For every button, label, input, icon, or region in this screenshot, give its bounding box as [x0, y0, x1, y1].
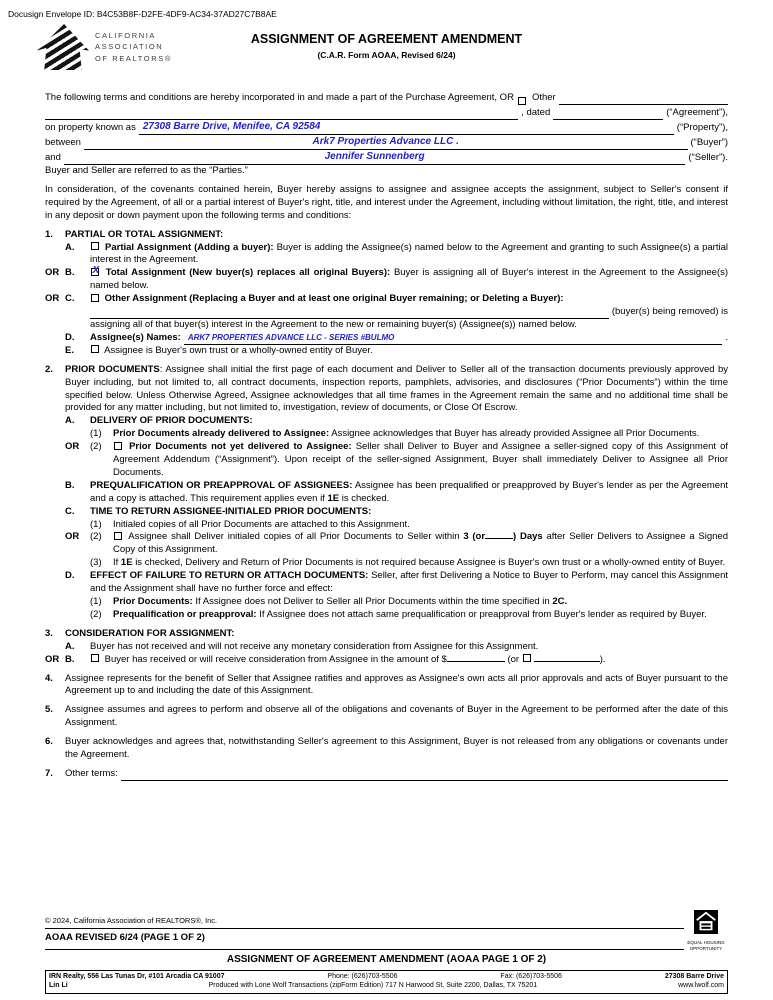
- form-header: [45, 26, 728, 84]
- buyer-label: (“Buyer”): [690, 137, 728, 149]
- section-2d1-number: (1): [90, 596, 102, 607]
- form-subtitle: (C.A.R. Form AOAA, Revised 6/24): [317, 50, 456, 60]
- section-3-heading: CONSIDERATION FOR ASSIGNMENT:: [65, 627, 235, 639]
- other-agreement-checkbox[interactable]: [518, 97, 526, 105]
- d2-text: If Assignee does not attach same prequalification or preapproval from Buyer's lender as required by Buyer.: [259, 608, 707, 620]
- d1-prior-docs-label: Prior Documents:: [113, 596, 193, 607]
- d2-prequal-label: Prequalification or preapproval:: [113, 608, 257, 620]
- intro-line-2: [45, 105, 728, 120]
- own-trust-text: Assignee is Buyer's own trust or a wholly-owned entity of Buyer.: [104, 344, 373, 356]
- consideration-paragraph: In consideration, of the covenants contained herein, Buyer hereby assigns to assignee and assignee accepts the assignment, subject to Seller's consent if required by the Agreement, of all or a partial interest of Buyer's right, title, and interest under the Agreement, including without limitation, the right, title, and interest in any deposit or down payment upon the following terms and conditions:: [45, 183, 728, 221]
- section-2c-heading: TIME TO RETURN ASSIGNEE-INITIALED PRIOR DOCUMENTS:: [90, 505, 372, 517]
- section-1-heading: PARTIAL OR TOTAL ASSIGNMENT:: [65, 228, 224, 240]
- section-2c3-number: (3): [90, 557, 102, 569]
- other-agreement-field[interactable]: [559, 90, 728, 105]
- intro-line-property: [45, 120, 728, 135]
- prior-docs-delivered-text: Assignee acknowledges that Buyer has already provided Assignee all Prior Documents.: [331, 428, 700, 440]
- amount-field[interactable]: [447, 654, 505, 662]
- car-logo-text: [95, 30, 172, 64]
- equal-housing-icon: [694, 910, 718, 934]
- prequalification-1e-ref: 1E: [327, 492, 340, 504]
- car-house-icon: [37, 24, 89, 70]
- section-1-title: [45, 229, 728, 242]
- failure-heading: EFFECT OF FAILURE TO RETURN OR ATTACH DOCUMENTS:: [90, 570, 369, 582]
- days-field[interactable]: [485, 531, 513, 539]
- section-4: [45, 673, 728, 699]
- property-value: 27308 Barre Drive, Menifee, CA 92584: [142, 121, 321, 133]
- deliver-initialed-text-2: after Seller Delivers to Assignee a Signed Copy of this Assignment.: [113, 531, 728, 556]
- checkbox-x-mark: X: [92, 264, 100, 276]
- buyer-value: Ark7 Properties Advance LLC .: [312, 136, 459, 148]
- deliver-initialed-copies-checkbox[interactable]: [114, 532, 122, 540]
- section-1b-letter: B.: [65, 267, 75, 279]
- section-2a1-number: (1): [90, 428, 102, 440]
- revision-line: AOAA REVISED 6/24 (PAGE 1 OF 2): [45, 932, 205, 944]
- footer-page-title: ASSIGNMENT OF AGREEMENT AMENDMENT (AOAA PAGE 1 OF 2): [45, 949, 728, 967]
- total-assignment-text: Buyer is assigning all of Buyer's interest in the Agreement to the Assignee(s) named below.: [90, 267, 729, 292]
- section-6-number: 6.: [45, 736, 53, 748]
- logo-line-1: CALIFORNIA: [95, 31, 157, 41]
- section-2-number: 2.: [45, 363, 53, 375]
- total-assignment-checkbox[interactable]: [91, 264, 100, 276]
- assignee-names-line: [90, 332, 728, 345]
- docusign-envelope-id: Docusign Envelope ID: B4C53B8F-D2FE-4DF9-AC34-37AD27C7B8AE: [8, 9, 277, 19]
- days-bold-2: ) Days: [513, 531, 543, 543]
- section-4-text: Assignee represents for the benefit of Seller that Assignee ratifies and approves as Assignee's own acts all prior approvals and acts of Buyer pursuant to the Agreement up to and including the date of this Assignment.: [65, 672, 728, 697]
- agreement-label: (“Agreement”),: [666, 107, 728, 119]
- d1-2c-ref: 2C.: [552, 596, 568, 607]
- page-title: ASSIGNMENT OF AGREEMENT AMENDMENT: [250, 32, 523, 46]
- partial-assignment-checkbox[interactable]: [91, 242, 99, 250]
- section-2c-title: [45, 506, 728, 519]
- section-1e-letter: E.: [65, 344, 74, 356]
- section-1c-or: OR: [45, 293, 60, 305]
- section-3-title: [45, 628, 728, 641]
- section-1e: [45, 345, 728, 358]
- section-1c-line2: [90, 306, 728, 319]
- other-terms-line: [65, 768, 728, 781]
- section-1a-letter: A.: [65, 241, 75, 253]
- property-prefix: on property known as: [45, 122, 136, 134]
- section-2c2-number: (2): [90, 531, 102, 543]
- and-label: and: [45, 152, 61, 164]
- section-2c1-number: (1): [90, 518, 102, 530]
- section-2-intro: [45, 364, 728, 416]
- other-terms-field[interactable]: [121, 768, 728, 781]
- section-1c-line3: assigning all of that buyer(s) interest in the Agreement to the new or remaining buyer(s) (Assignee(s)) named below.: [90, 318, 577, 330]
- prior-docs-not-delivered-text: Seller shall Deliver to Buyer and Assignee a seller-signed copy of this Assignment of Agreement Addendum (“Assignment”). Upon receipt of the seller-signed Assignment, Buyer shall immediately Deliver to Assignee all Prior Documents.: [113, 441, 729, 478]
- section-2a1: [45, 428, 728, 441]
- section-2d1: [45, 596, 728, 609]
- other-terms-label: Other terms:: [65, 767, 118, 779]
- section-1c-letter: C.: [65, 293, 75, 305]
- date-field[interactable]: [553, 105, 663, 120]
- prequalification-text-2: is checked.: [341, 492, 390, 504]
- consideration-text-2: (or: [507, 653, 520, 665]
- deliver-initialed-text-1: Assignee shall Deliver initialed copies of all Prior Documents to Seller within: [128, 531, 460, 543]
- prequalification-text-1: Assignee has been prequalified or preapproved by Buyer's lender as per the Agreement and a copy is attached. This requirement applies even if: [90, 479, 728, 504]
- equal-housing-label: EQUAL HOUSING OPPORTUNITY: [687, 940, 725, 951]
- section-3-number: 3.: [45, 627, 53, 639]
- partial-assignment-label: Partial Assignment (Adding a buyer):: [105, 241, 274, 253]
- or-amount-field[interactable]: [534, 654, 600, 662]
- section-2c2-or: OR: [65, 531, 80, 543]
- consideration-checkbox[interactable]: [91, 654, 99, 662]
- section-2b: [45, 480, 728, 506]
- section-3b-letter: B.: [65, 653, 75, 665]
- logo-line-3: OF REALTORS®: [95, 53, 172, 63]
- broker-office: IRN Realty, 556 Las Tunas Dr, #101 Arcadia CA 91007: [49, 972, 225, 980]
- section-2d-letter: D.: [65, 570, 75, 582]
- intro-line-seller: [45, 150, 728, 165]
- section-3a: [45, 641, 728, 654]
- no-consideration-text: Buyer has not received and will not receive any monetary consideration from Assignee for this Assignment.: [90, 640, 539, 652]
- section-2-heading: PRIOR DOCUMENTS: [65, 363, 160, 375]
- section-1d-letter: D.: [65, 331, 75, 343]
- section-2a2-or: OR: [65, 441, 80, 453]
- section-1c-line1: [90, 293, 728, 306]
- own-trust-checkbox[interactable]: [91, 345, 99, 353]
- prior-docs-delivered-label: Prior Documents already delivered to Assignee:: [113, 428, 330, 440]
- section-1c: [45, 293, 728, 332]
- section-1d: [45, 332, 728, 345]
- consideration-text-3: ).: [599, 653, 606, 665]
- property-field[interactable]: [139, 120, 674, 135]
- partial-assignment-text: Buyer is adding the Assignee(s) named below to the Agreement and granting to such Assignee(s) a partial interest in the Agreement.: [90, 241, 728, 266]
- assignee-names-field[interactable]: [184, 332, 723, 345]
- agent-name: Lin Li: [49, 982, 68, 990]
- assignee-names-period: .: [725, 331, 728, 343]
- section-2c-letter: C.: [65, 505, 75, 517]
- section-2c2: [45, 531, 728, 557]
- dated-label: , dated: [521, 107, 551, 119]
- produced-with: Produced with Lone Wolf Transactions (zipForm Edition) 717 N Harwood St, Suite 2200, Dallas, TX 75201: [208, 982, 538, 990]
- intro-line-buyer: [45, 135, 728, 150]
- section-3a-letter: A.: [65, 640, 75, 652]
- section-2c3: [45, 557, 728, 570]
- equal-housing-logo: [684, 910, 728, 951]
- page-footer: [45, 908, 728, 994]
- parties-line: Buyer and Seller are referred to as the “Parties.”: [45, 165, 248, 176]
- section-7-number: 7.: [45, 767, 53, 779]
- section-2a2-number: (2): [90, 441, 102, 453]
- broker-info-box: [45, 970, 728, 994]
- broker-phone: Phone: (626)703-5506: [327, 972, 398, 980]
- buyers-removed-label: (buyer(s) being removed) is: [611, 306, 728, 318]
- doc-reference: 27308 Barre Drive: [664, 972, 724, 980]
- section-4-number: 4.: [45, 672, 53, 684]
- section-3b-or: OR: [45, 653, 60, 665]
- intro-line-1: [45, 90, 728, 105]
- section-2-text: : Assignee shall initial the first page of each document and Deliver to Seller all of the transaction documents previously approved by Buyer including, but not limited to, all contract documents, inspection reports, pamphlets, advisories, and disclosures (“Prior Documents”) within the time specified below. Unless Otherwise Agreed, Assignee acknowledges that all time frames in the Agreement remain the same and no additional time shall be provided for any matter including, but not limited to, investigation, review of documents, or Close Of Escrow.: [65, 363, 729, 414]
- section-1b: [45, 264, 729, 293]
- if-label: If: [113, 557, 119, 569]
- section-2b-letter: B.: [65, 479, 75, 491]
- section-2c1: [45, 519, 728, 532]
- d1-text: If Assignee does not Deliver to Seller all Prior Documents within the time specified in: [195, 596, 550, 607]
- property-label: (“Property”),: [676, 122, 728, 134]
- between-label: between: [45, 137, 81, 149]
- section-2d2: [45, 609, 728, 622]
- or-amount-checkbox[interactable]: [523, 654, 531, 662]
- assignee-names-label: Assignee(s) Names:: [90, 331, 181, 343]
- broker-info-row-1: [49, 972, 724, 982]
- buyers-removed-field[interactable]: [90, 306, 609, 319]
- prior-docs-not-delivered-label: Prior Documents not yet delivered to Assignee:: [129, 441, 352, 453]
- consideration-text-1: Buyer has received or will receive consideration from Assignee in the amount of $: [104, 653, 447, 665]
- lwolf-link: www.lwolf.com: [678, 982, 724, 990]
- section-2d: [45, 570, 728, 596]
- section-5: [45, 704, 728, 730]
- footer-top: [45, 916, 728, 951]
- section-2a-letter: A.: [65, 415, 75, 427]
- logo-line-2: ASSOCIATION: [95, 42, 164, 52]
- seller-field[interactable]: [64, 150, 686, 165]
- section-5-text: Assignee assumes and agrees to perform and observe all of the obligations and covenants of Buyer in the Agreement to be performed after the date of this Assignment.: [65, 704, 728, 729]
- buyer-field[interactable]: [84, 135, 688, 150]
- prequalification-heading: PREQUALIFICATION OR PREAPPROVAL OF ASSIGNEES:: [90, 479, 353, 491]
- section-2a2: [45, 441, 728, 480]
- copyright-line: © 2024, California Association of REALTORS®, Inc.: [45, 916, 728, 929]
- broker-info-row-2: [49, 981, 724, 991]
- intro-text: The following terms and conditions are hereby incorporated in and made a part of the Purchase Agreement, OR: [45, 92, 514, 104]
- c3-text: is checked, Delivery and Return of Prior Documents is not required because Assignee is Buyer's own trust or a wholly-owned entity of Buyer.: [135, 557, 726, 569]
- car-logo: [37, 24, 172, 70]
- failure-text: Seller, after first Delivering a Notice to Buyer to Perform, may cancel this Assignment and the Assignment shall have no further force and effect:: [90, 570, 728, 595]
- total-assignment-label: Total Assignment (New buyer(s) replaces all original Buyers):: [105, 267, 391, 279]
- broker-fax: Fax: (626)703-5506: [500, 972, 562, 980]
- section-6-text: Buyer acknowledges and agrees that, notwithstanding Seller's agreement to this Assignment, Buyer is not released from any obligations or covenants under the Agreement.: [65, 736, 728, 761]
- other-assignment-label: Other Assignment (Replacing a Buyer and at least one original Buyer remaining; or Deleting a Buyer):: [104, 293, 564, 305]
- days-bold-1: 3 (or: [463, 531, 486, 543]
- section-2d2-number: (2): [90, 608, 102, 620]
- seller-label: (“Seller”).: [688, 152, 728, 164]
- section-7: [45, 768, 728, 781]
- section-5-number: 5.: [45, 704, 53, 716]
- section-1a: [45, 242, 728, 268]
- c3-1e-ref: 1E: [120, 557, 133, 569]
- section-6: [45, 736, 728, 762]
- section-1b-or: OR: [45, 267, 60, 279]
- section-2a-title: [45, 415, 728, 428]
- section-3b: [45, 654, 728, 667]
- other-agreement-field-cont[interactable]: [45, 105, 518, 120]
- section-1-number: 1.: [45, 228, 53, 240]
- other-assignment-checkbox[interactable]: [91, 294, 99, 302]
- prior-docs-not-delivered-checkbox[interactable]: [114, 442, 122, 450]
- assignee-names-value: ARK7 PROPERTIES ADVANCE LLC - SERIES #BULMO: [187, 332, 395, 342]
- initialed-copies-text: Initialed copies of all Prior Documents are attached to this Assignment.: [113, 518, 410, 530]
- other-label: Other: [531, 92, 556, 104]
- section-2a-heading: DELIVERY OF PRIOR DOCUMENTS:: [90, 415, 253, 427]
- seller-value: Jennifer Sunnenberg: [324, 151, 425, 163]
